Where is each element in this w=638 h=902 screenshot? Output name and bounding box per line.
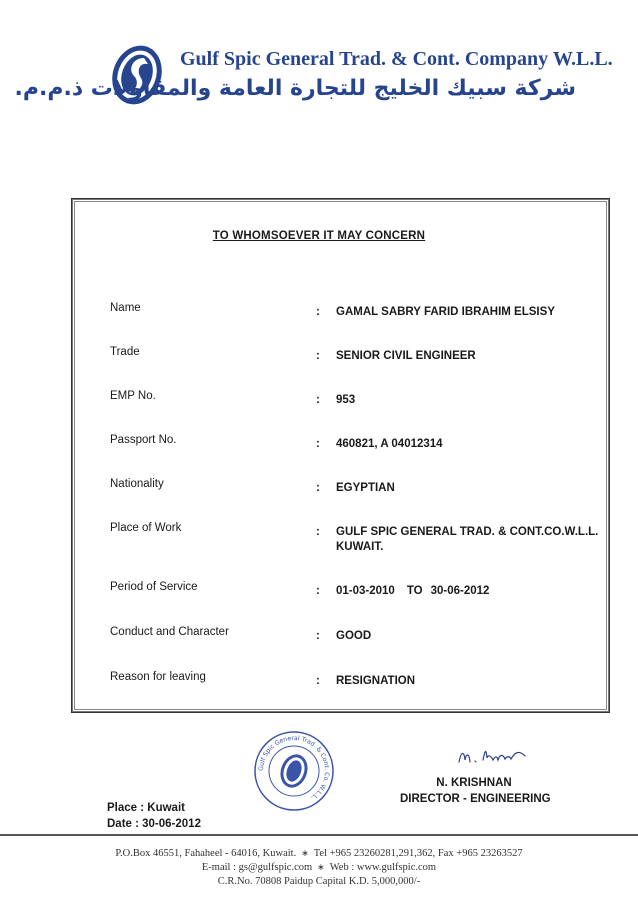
footer-email: E-mail : gs@gulfspic.com — [201, 862, 313, 873]
field-label: Conduct and Character — [110, 626, 229, 638]
footer-address: P.O.Box 46551, Fahaheel - 64016, Kuwait. — [115, 848, 297, 859]
company-name-arabic: شركة سبيك الخليج للتجارة العامة والمقاولات ذ.م.م. — [14, 76, 576, 101]
date-line: Date : 30-06-2012 — [107, 818, 201, 830]
footer-line-2 — [0, 862, 638, 873]
field-value: SENIOR CIVIL ENGINEER — [336, 350, 476, 362]
field-label: Reason for leaving — [110, 671, 206, 683]
field-value-line2: KUWAIT. — [336, 541, 384, 553]
field-colon: : — [316, 306, 320, 318]
field-colon: : — [316, 350, 320, 362]
field-label: Passport No. — [110, 434, 177, 446]
place-line: Place : Kuwait — [107, 802, 185, 814]
field-value: GOOD — [336, 630, 372, 642]
stamp-text: Gulf Spic General Trad. & Cont. Co. W.L.L. — [257, 734, 331, 802]
signatory-name: N. KRISHNAN — [436, 777, 512, 789]
footer-divider — [0, 834, 638, 836]
field-label: EMP No. — [110, 390, 156, 402]
footer-web: Web : www.gulfspic.com — [329, 862, 437, 873]
signatory-title: DIRECTOR - ENGINEERING — [400, 793, 551, 805]
letter-heading: TO WHOMSOEVER IT MAY CONCERN — [212, 230, 426, 242]
field-label: Nationality — [110, 478, 164, 490]
field-value: 460821, A 04012314 — [336, 438, 443, 450]
field-colon: : — [316, 630, 320, 642]
field-colon: : — [316, 482, 320, 494]
service-to-date: 30-06-2012 — [430, 585, 490, 597]
footer-separator: ∗ — [301, 848, 309, 858]
company-stamp-icon — [253, 730, 335, 812]
field-colon: : — [316, 675, 320, 687]
signature-image — [455, 744, 535, 768]
company-name-english: Gulf Spic General Trad. & Cont. Company W.L.L. — [180, 48, 613, 70]
field-value: GAMAL SABRY FARID IBRAHIM ELSISY — [336, 306, 555, 318]
field-colon: : — [316, 585, 320, 597]
field-value: RESIGNATION — [336, 675, 416, 687]
field-label: Period of Service — [110, 581, 198, 593]
field-label: Place of Work — [110, 522, 182, 534]
field-value: GULF SPIC GENERAL TRAD. & CONT.CO.W.L.L. — [336, 526, 599, 538]
footer-tel-fax: Tel +965 23260281,291,362, Fax +965 23263527 — [313, 848, 523, 859]
field-value — [336, 585, 489, 597]
field-value: 953 — [336, 394, 356, 406]
footer-line-3: C.R.No. 70808 Paidup Capital K.D. 5,000,000/- — [217, 876, 421, 887]
field-label: Name — [110, 302, 141, 314]
field-value: EGYPTIAN — [336, 482, 395, 494]
field-colon: : — [316, 526, 320, 538]
service-to-word: TO — [406, 585, 423, 597]
field-colon: : — [316, 438, 320, 450]
field-label: Trade — [110, 346, 140, 358]
service-from-date: 01-03-2010 — [336, 585, 395, 597]
footer-line-1 — [0, 848, 638, 859]
field-colon: : — [316, 394, 320, 406]
footer-separator: ∗ — [317, 862, 325, 872]
